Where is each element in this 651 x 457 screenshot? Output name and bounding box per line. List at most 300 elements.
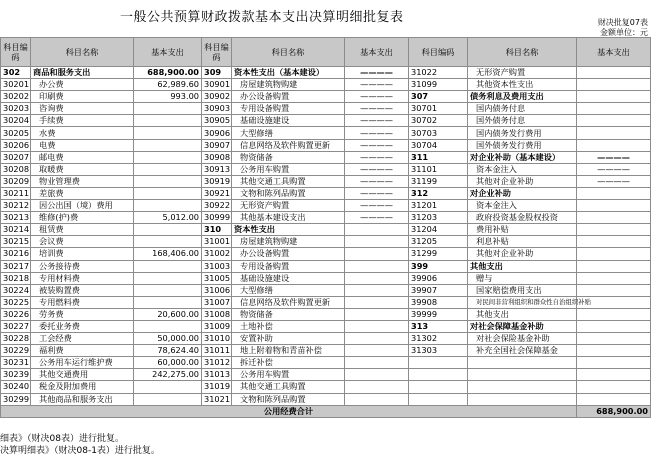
table-cell: 债务利息及费用支出 [468,91,577,103]
table-cell: 30208 [1,163,31,175]
table-cell: 31199 [409,175,468,187]
table-cell [345,260,409,272]
table-cell: 30226 [1,308,31,320]
table-cell [345,345,409,357]
table-cell [345,296,409,308]
table-cell: 赠与 [468,272,577,284]
table-cell: 30239 [1,369,31,381]
table-cell: 30908 [202,151,232,163]
table-cell: 31101 [409,163,468,175]
table-cell: 309 [202,67,232,79]
table-cell: 补充全国社会保障基金 [468,345,577,357]
table-cell [134,187,202,199]
table-cell [409,393,468,405]
table-cell [134,103,202,115]
table-cell [577,91,651,103]
table-cell [345,308,409,320]
table-cell: 物业管理费 [31,175,134,187]
table-cell [577,79,651,91]
table-cell [577,212,651,224]
table-cell: 对企业补助（基本建设） [468,151,577,163]
table-cell: 水费 [31,127,134,139]
table-cell: 无形资产购置 [468,67,577,79]
table-cell: 39908 [409,296,468,308]
table-cell [345,236,409,248]
table-cell: 国外债务付息 [468,115,577,127]
table-row [1,296,651,308]
table-cell [577,224,651,236]
table-cell: 福利费 [31,345,134,357]
table-cell: 公务用车购置 [232,369,345,381]
report-title: 一般公共预算财政拨款基本支出决算明细批复表 [120,10,404,25]
table-cell: 基础设施建设 [232,272,345,284]
table-cell [345,333,409,345]
table-cell: 手续费 [31,115,134,127]
table-cell: ———— [345,187,409,199]
table-cell: 31002 [202,248,232,260]
table-cell: 会议费 [31,236,134,248]
table-cell: 30215 [1,236,31,248]
table-cell: 31299 [409,248,468,260]
table-cell [577,139,651,151]
table-cell: 60,000.00 [134,357,202,369]
table-cell: 30227 [1,320,31,332]
table-cell: 302 [1,67,31,79]
table-cell [134,200,202,212]
table-row [1,236,651,248]
table-cell: ———— [345,115,409,127]
table-row [1,369,651,381]
expenditure-table [0,37,651,418]
table-cell: 30205 [1,127,31,139]
table-cell: 31003 [202,260,232,272]
table-cell: 30919 [202,175,232,187]
table-cell: 30201 [1,79,31,91]
table-cell: 30231 [1,357,31,369]
table-cell: 312 [409,187,468,199]
currency-unit: 金额单位：元 [600,28,648,37]
table-cell: 委托业务费 [31,320,134,332]
table-cell: 专用材料费 [31,272,134,284]
table-cell: 其他基本建设支出 [232,212,345,224]
table-cell: 基础设施建设 [232,115,345,127]
table-row [1,320,651,332]
table-cell: 其他资本性支出 [468,79,577,91]
table-cell: 专用设备购置 [232,103,345,115]
table-cell [577,115,651,127]
table-cell: 39907 [409,284,468,296]
table-row [1,272,651,284]
table-cell: 31022 [409,67,468,79]
table-row [1,260,651,272]
table-row [1,345,651,357]
table-cell: 租赁费 [31,224,134,236]
table-cell: 39999 [409,308,468,320]
table-cell: 31302 [409,333,468,345]
table-cell: 30211 [1,187,31,199]
table-cell: 30703 [409,127,468,139]
table-cell: 31011 [202,345,232,357]
table-cell: 土地补偿 [232,320,345,332]
table-cell: 拆迁补偿 [232,357,345,369]
table-cell: 31006 [202,284,232,296]
table-cell [134,393,202,405]
table-cell: 313 [409,320,468,332]
column-header: 科目编码 [409,38,468,67]
table-cell: ———— [345,139,409,151]
table-cell [345,357,409,369]
table-cell: 30207 [1,151,31,163]
table-cell: 31013 [202,369,232,381]
table-cell: ———— [345,103,409,115]
table-cell [134,296,202,308]
table-cell: 公务用车运行维护费 [31,357,134,369]
table-cell: 信息网络及软件购置更新 [232,296,345,308]
table-cell: 30228 [1,333,31,345]
table-cell: 31010 [202,333,232,345]
table-row [1,248,651,260]
table-cell: 对民间非营利组织和群众性自治组织补贴 [468,296,577,308]
table-row [1,67,651,79]
table-cell [577,333,651,345]
table-cell: 文物和陈列品购置 [232,187,345,199]
table-cell [468,393,577,405]
table-cell [134,272,202,284]
table-cell: 维修(护)费 [31,212,134,224]
table-header-row [1,38,651,67]
table-cell [345,320,409,332]
table-cell [134,320,202,332]
table-cell: 50,000.00 [134,333,202,345]
table-cell: 安置补助 [232,333,345,345]
table-cell: ———— [577,175,651,187]
footnote-1: 细表》（财决08表）进行批复。 [0,434,124,444]
table-cell: 31205 [409,236,468,248]
table-cell [134,175,202,187]
table-cell: 30907 [202,139,232,151]
table-row [1,139,651,151]
table-cell [577,67,651,79]
table-cell: 税金及附加费用 [31,381,134,393]
table-cell [577,284,651,296]
table-cell [577,320,651,332]
table-cell: 993.00 [134,91,202,103]
table-cell: 其他交通工具购置 [232,381,345,393]
table-row [1,187,651,199]
table-cell [134,381,202,393]
table-cell: 公务接待费 [31,260,134,272]
table-cell: 31201 [409,200,468,212]
table-row [1,175,651,187]
table-cell: 资本金注入 [468,200,577,212]
table-cell: 30203 [1,103,31,115]
table-cell: 30213 [1,212,31,224]
table-cell: 30229 [1,345,31,357]
table-cell: 房屋建筑物购建 [232,79,345,91]
table-cell: 30921 [202,187,232,199]
table-cell: 国外债务发行费用 [468,139,577,151]
table-cell: ———— [345,212,409,224]
table-cell: 30701 [409,103,468,115]
table-cell [577,187,651,199]
table-cell [577,393,651,405]
table-cell: 30212 [1,200,31,212]
table-row [1,200,651,212]
table-cell: 其他对企业补助 [468,248,577,260]
table-cell: 费用补贴 [468,224,577,236]
table-cell: 30922 [202,200,232,212]
table-cell: 政府投资基金股权投资 [468,212,577,224]
total-row [1,405,651,417]
table-cell: 其他商品和服务支出 [31,393,134,405]
table-cell [345,224,409,236]
table-cell: 对社会保障基金补助 [468,320,577,332]
table-cell: 其他支出 [468,308,577,320]
column-header: 科目名称 [232,38,345,67]
table-cell: 30206 [1,139,31,151]
table-cell: 资本性支出（基本建设） [232,67,345,79]
table-row [1,381,651,393]
table-cell [134,236,202,248]
table-cell: 专用燃料费 [31,296,134,308]
table-cell [134,151,202,163]
table-cell: 电费 [31,139,134,151]
column-header: 基本支出 [345,38,409,67]
table-cell [345,369,409,381]
column-header: 基本支出 [134,38,202,67]
table-cell [577,272,651,284]
column-header: 科目编码 [202,38,232,67]
table-cell: ———— [345,91,409,103]
table-row [1,393,651,405]
table-cell: 咨询费 [31,103,134,115]
table-cell: 30225 [1,296,31,308]
table-cell: 30202 [1,91,31,103]
column-header: 科目编码 [1,38,31,67]
table-cell: 20,600.00 [134,308,202,320]
table-cell: 商品和服务支出 [31,67,134,79]
table-cell: 30901 [202,79,232,91]
form-code: 财决批复07表 [597,18,648,27]
table-cell: 31001 [202,236,232,248]
table-row [1,151,651,163]
table-cell: 31005 [202,272,232,284]
table-cell [345,284,409,296]
table-cell: 资本性支出 [232,224,345,236]
column-header: 科目名称 [31,38,134,67]
table-cell [577,260,651,272]
table-cell: 国内债务发行费用 [468,127,577,139]
table-row [1,308,651,320]
table-cell: 30702 [409,115,468,127]
table-cell: 31007 [202,296,232,308]
table-cell [468,357,577,369]
table-row [1,163,651,175]
table-body [1,67,651,418]
total-label: 公用经费合计 [1,405,577,417]
table-cell: 取暖费 [31,163,134,175]
table-cell [577,127,651,139]
table-cell [134,260,202,272]
total-value: 688,900.00 [577,405,651,417]
table-cell: 因公出国（境）费用 [31,200,134,212]
table-cell: 邮电费 [31,151,134,163]
table-cell [345,272,409,284]
table-row [1,79,651,91]
table-cell: 差旅费 [31,187,134,199]
table-cell: ———— [345,67,409,79]
table-cell: 31008 [202,308,232,320]
table-cell: 30204 [1,115,31,127]
table-cell: 30218 [1,272,31,284]
table-cell [577,357,651,369]
table-cell: 其他支出 [468,260,577,272]
table-cell: 利息补贴 [468,236,577,248]
table-cell: 30902 [202,91,232,103]
table-cell: 31303 [409,345,468,357]
table-cell: 30214 [1,224,31,236]
table-cell: 78,624.40 [134,345,202,357]
table-cell: 242,275.00 [134,369,202,381]
table-cell: 31204 [409,224,468,236]
table-cell: 无形资产购置 [232,200,345,212]
table-cell [345,393,409,405]
table-row [1,284,651,296]
table-cell [134,284,202,296]
table-cell [409,357,468,369]
table-cell: 物资储备 [232,151,345,163]
table-cell: 31019 [202,381,232,393]
table-cell: 国内债务付息 [468,103,577,115]
table-cell: 30209 [1,175,31,187]
table-cell: 31012 [202,357,232,369]
table-cell: 房屋建筑物购建 [232,236,345,248]
table-cell: ———— [345,163,409,175]
table-row [1,91,651,103]
table-cell: 30224 [1,284,31,296]
table-cell: 62,989.60 [134,79,202,91]
table-row [1,127,651,139]
table-cell: 310 [202,224,232,236]
table-cell: 公务用车购置 [232,163,345,175]
table-cell [577,345,651,357]
table-cell: 399 [409,260,468,272]
table-cell: 大型修缮 [232,284,345,296]
table-cell: 办公设备购置 [232,91,345,103]
table-cell: 31203 [409,212,468,224]
table-cell: 劳务费 [31,308,134,320]
table-cell: ———— [345,79,409,91]
table-cell: ———— [577,163,651,175]
table-cell: 30299 [1,393,31,405]
table-cell: 办公费 [31,79,134,91]
table-cell: 资本金注入 [468,163,577,175]
table-cell: 对社会保险基金补助 [468,333,577,345]
table-row [1,333,651,345]
table-cell: 30240 [1,381,31,393]
table-row [1,103,651,115]
table-cell [409,369,468,381]
table-cell: 30906 [202,127,232,139]
table-cell: 688,900.00 [134,67,202,79]
table-row [1,212,651,224]
table-cell: 311 [409,151,468,163]
table-cell [577,236,651,248]
table-cell: 信息网络及软件购置更新 [232,139,345,151]
table-cell: 其他交通工具购置 [232,175,345,187]
table-cell: 地上附着物和青苗补偿 [232,345,345,357]
table-cell: 30217 [1,260,31,272]
table-cell: 31099 [409,79,468,91]
table-cell: 30903 [202,103,232,115]
table-cell: 30216 [1,248,31,260]
table-cell [134,115,202,127]
table-cell: 168,406.00 [134,248,202,260]
table-cell: 其他交通费用 [31,369,134,381]
table-cell: 印刷费 [31,91,134,103]
table-cell: 被装购置费 [31,284,134,296]
table-cell: ———— [345,127,409,139]
table-cell [468,369,577,381]
table-cell [134,224,202,236]
table-cell: ———— [577,151,651,163]
table-cell: 培训费 [31,248,134,260]
column-header: 基本支出 [577,38,651,67]
table-cell: 对企业补助 [468,187,577,199]
table-cell: 办公设备购置 [232,248,345,260]
table-row [1,357,651,369]
table-cell: 专用设备购置 [232,260,345,272]
table-cell: 30999 [202,212,232,224]
table-cell [134,163,202,175]
table-cell: ———— [345,175,409,187]
table-cell: 30704 [409,139,468,151]
table-cell [577,248,651,260]
table-cell [134,139,202,151]
table-cell: 工会经费 [31,333,134,345]
table-cell: 30905 [202,115,232,127]
table-cell [134,127,202,139]
table-cell: 307 [409,91,468,103]
table-cell [577,381,651,393]
table-cell: 31021 [202,393,232,405]
table-cell: 文物和陈列品购置 [232,393,345,405]
table-cell: 物资储备 [232,308,345,320]
table-cell [577,369,651,381]
table-cell: ———— [345,200,409,212]
table-cell: 30913 [202,163,232,175]
table-cell [468,381,577,393]
table-cell [345,381,409,393]
table-cell: 大型修缮 [232,127,345,139]
footnote-2: 决算明细表》（财决08-1表）进行批复。 [0,446,160,456]
table-cell: 5,012.00 [134,212,202,224]
table-cell [345,248,409,260]
table-cell: 国家赔偿费用支出 [468,284,577,296]
table-cell [577,103,651,115]
table-cell [409,381,468,393]
table-cell: 39906 [409,272,468,284]
table-cell [577,200,651,212]
table-cell [577,308,651,320]
table-row [1,224,651,236]
table-cell: 31009 [202,320,232,332]
table-cell: ———— [345,151,409,163]
table-cell: 其他对企业补助 [468,175,577,187]
footnotes [0,433,160,457]
column-header: 科目名称 [468,38,577,67]
table-row [1,115,651,127]
